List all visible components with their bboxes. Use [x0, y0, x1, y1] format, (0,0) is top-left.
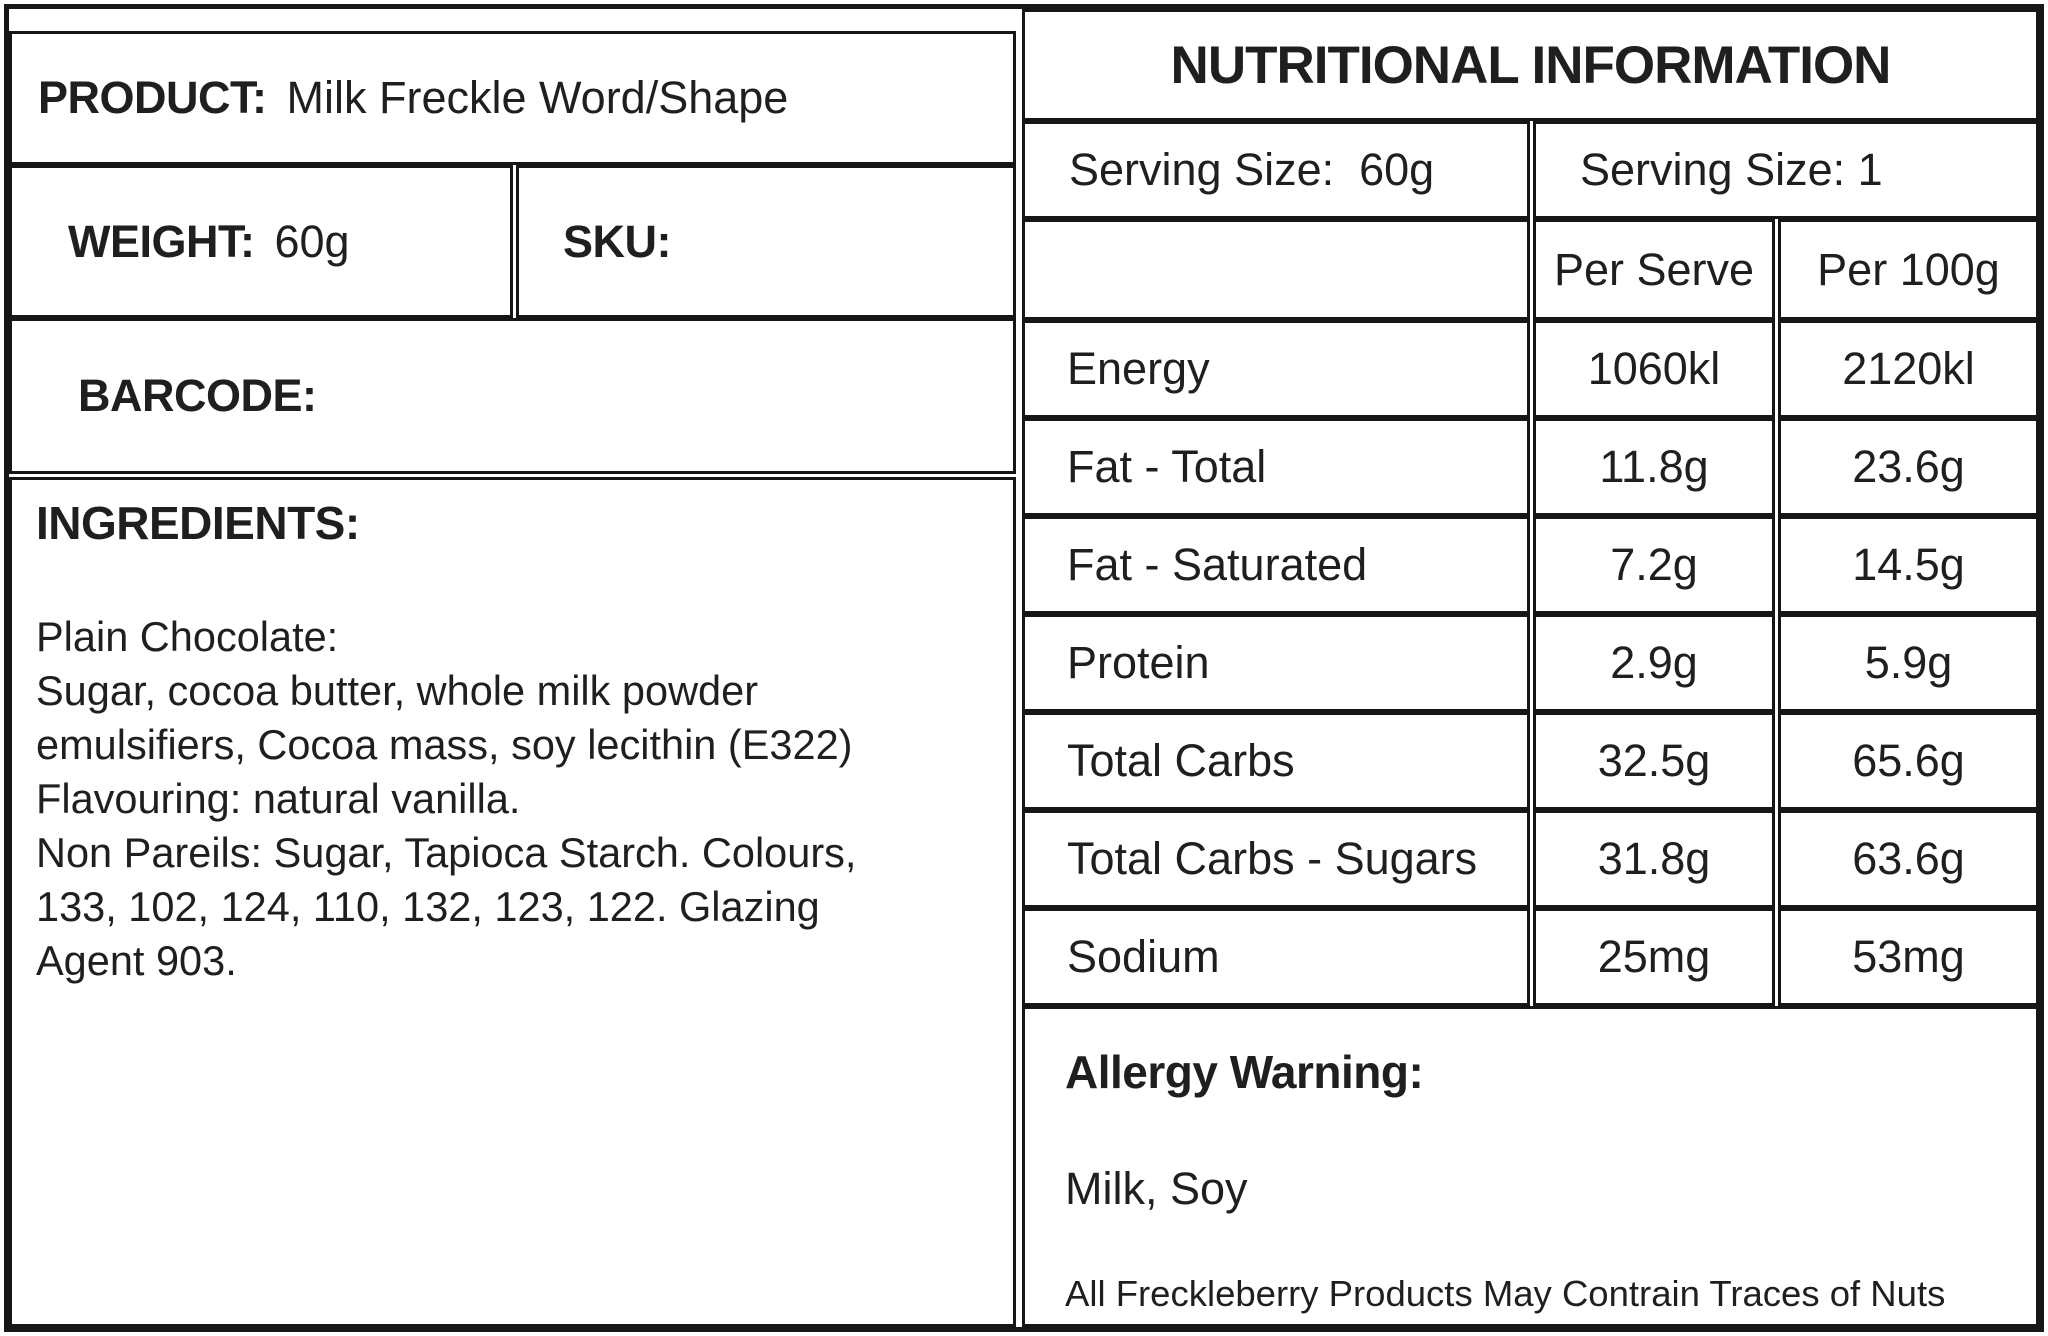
ingredients-line: Plain Chocolate:	[36, 613, 339, 660]
nutrition-row-per-100g	[1778, 516, 2039, 614]
row-label: Protein	[1067, 637, 1210, 688]
nutrition-row-per-serve	[1533, 908, 1775, 1006]
serving-size-count-box	[1533, 121, 2039, 219]
ingredients-line: Non Pareils: Sugar, Tapioca Starch. Colours,	[36, 829, 857, 876]
nutrition-row-per-100g	[1778, 712, 2039, 810]
product-label: PRODUCT:	[38, 72, 267, 123]
nutrition-row-label	[1022, 418, 1530, 516]
ingredients-line: Agent 903.	[36, 937, 237, 984]
row-label: Energy	[1067, 343, 1210, 394]
nutrition-row-label	[1022, 614, 1530, 712]
ingredients-box	[9, 477, 1016, 1327]
ingredients-line: 133, 102, 124, 110, 132, 123, 122. Glazing	[36, 883, 820, 930]
allergy-warning-value: Milk, Soy	[1065, 1163, 1248, 1214]
serving-size-weight-box	[1022, 121, 1530, 219]
outer-border	[4, 4, 2044, 1332]
barcode-box	[9, 318, 1016, 474]
allergy-box	[1022, 1006, 2039, 1327]
nutrition-row-label	[1022, 908, 1530, 1006]
product-value: Milk Freckle Word/Shape	[286, 72, 789, 123]
nutrition-header-box	[1022, 9, 2039, 121]
row-label: Fat - Total	[1067, 441, 1267, 492]
allergy-traces-note: All Freckleberry Products May Contrain Traces of Nuts	[1065, 1273, 1946, 1314]
row-value: 11.8g	[1599, 441, 1709, 492]
ingredients-label: INGREDIENTS:	[36, 497, 360, 549]
nutrition-row-label	[1022, 810, 1530, 908]
row-label: Fat - Saturated	[1067, 539, 1368, 590]
sku-label: SKU:	[563, 215, 671, 267]
serving-size-count: Serving Size: 1	[1580, 144, 1883, 195]
nutrition-row-per-serve	[1533, 614, 1775, 712]
row-value: 7.2g	[1610, 539, 1698, 590]
product-box	[9, 31, 1016, 165]
nutrition-row-per-serve	[1533, 810, 1775, 908]
nutrition-row-label	[1022, 712, 1530, 810]
row-label: Total Carbs - Sugars	[1067, 833, 1478, 884]
row-value: 65.6g	[1852, 735, 1965, 786]
nutrition-row-per-100g	[1778, 418, 2039, 516]
ingredients-line: Flavouring: natural vanilla.	[36, 775, 521, 822]
row-value: 5.9g	[1864, 637, 1953, 688]
per-serve-header-label: Per Serve	[1553, 243, 1755, 295]
nutrition-row-label	[1022, 320, 1530, 418]
serving-size-weight: Serving Size: 60g	[1069, 144, 1435, 195]
nutrition-row-per-100g	[1778, 810, 2039, 908]
ingredients-line: Sugar, cocoa butter, whole milk powder	[36, 667, 759, 714]
nutrition-row-per-serve	[1533, 418, 1775, 516]
nutrition-row-per-serve	[1533, 320, 1775, 418]
row-value: 23.6g	[1852, 441, 1965, 492]
sku-box	[516, 165, 1016, 318]
row-value: 53mg	[1852, 931, 1965, 982]
column-header-empty-cell	[1022, 219, 1530, 320]
row-value: 2.9g	[1610, 637, 1698, 688]
row-label: Sodium	[1067, 931, 1220, 982]
nutrition-title: NUTRITIONAL INFORMATION	[1170, 35, 1891, 95]
row-value: 14.5g	[1852, 539, 1965, 590]
row-value: 1060kl	[1587, 343, 1721, 394]
nutrition-row-per-serve	[1533, 712, 1775, 810]
row-label: Total Carbs	[1067, 735, 1295, 786]
per-100g-header-label: Per 100g	[1817, 243, 2000, 295]
row-value: 63.6g	[1852, 833, 1965, 884]
nutrition-row-per-100g	[1778, 908, 2039, 1006]
nutrition-row-per-serve	[1533, 516, 1775, 614]
column-header-per-serve	[1533, 219, 1775, 320]
row-value: 32.5g	[1597, 735, 1711, 786]
ingredients-line: emulsifiers, Cocoa mass, soy lecithin (E322)	[36, 721, 853, 768]
weight-label: WEIGHT:	[68, 215, 255, 267]
nutrition-row-label	[1022, 516, 1530, 614]
barcode-label: BARCODE:	[78, 370, 317, 421]
row-value: 31.8g	[1597, 833, 1711, 884]
weight-value: 60g	[274, 215, 350, 267]
nutrition-row-per-100g	[1778, 320, 2039, 418]
weight-box	[9, 165, 513, 318]
row-value: 2120kl	[1842, 343, 1975, 394]
nutrition-row-per-100g	[1778, 614, 2039, 712]
allergy-warning-label: Allergy Warning:	[1065, 1046, 1424, 1098]
column-header-per-100g	[1778, 219, 2039, 320]
row-value: 25mg	[1597, 931, 1711, 982]
